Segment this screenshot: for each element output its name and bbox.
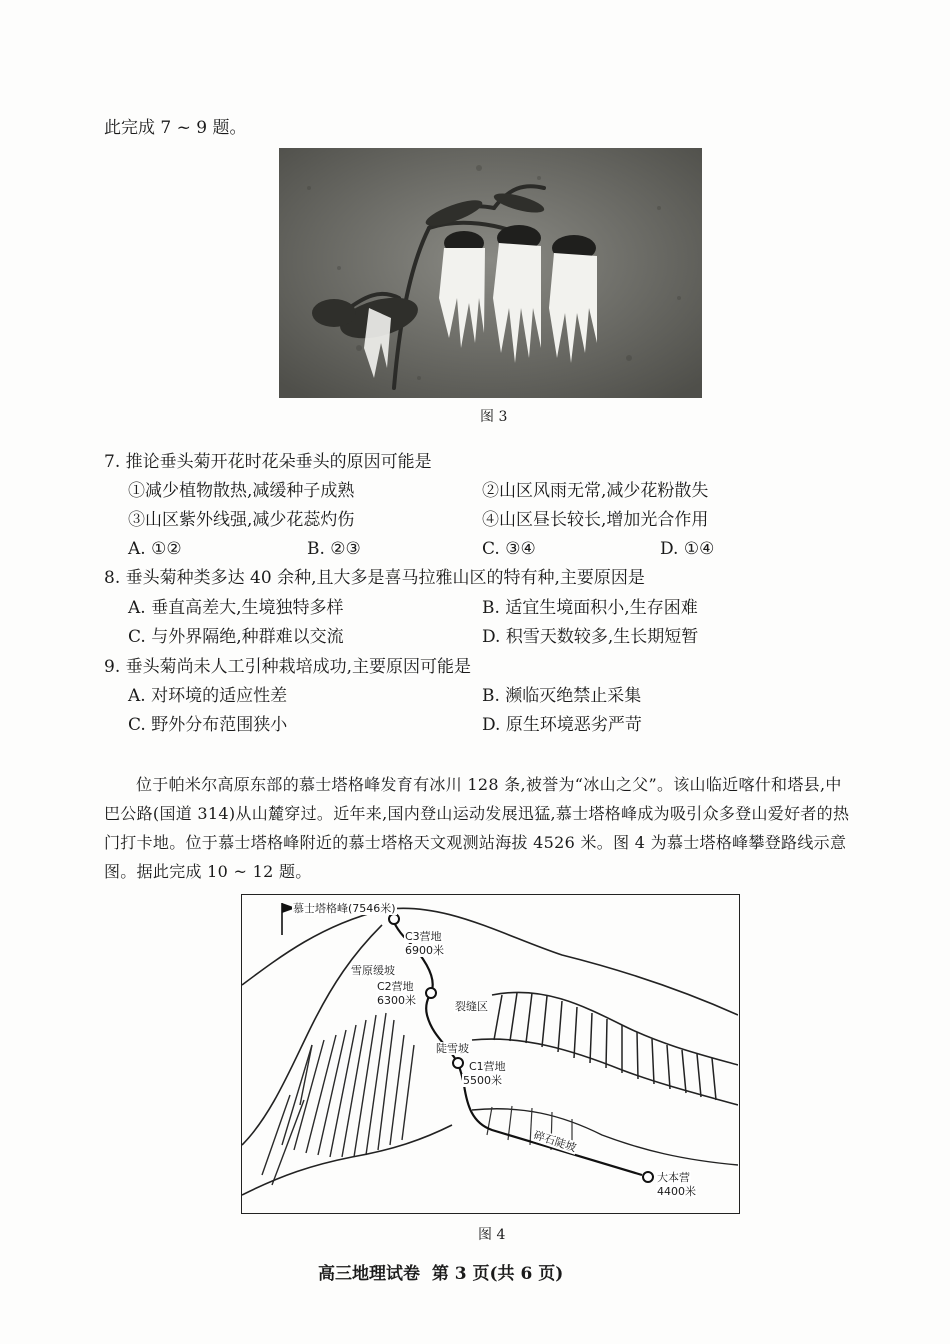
q9-option-c: C. 野外分布范围狭小: [128, 715, 288, 735]
q9-option-b: B. 濒临灭绝禁止采集: [482, 686, 642, 706]
label-c3-name: C3营地: [405, 930, 442, 943]
q9-option-a: A. 对环境的适应性差: [128, 686, 288, 706]
label-c3-altitude: 6900米: [405, 944, 444, 957]
question-8-stem: 8. 垂头菊种类多达 40 余种,且大多是喜马拉雅山区的特有种,主要原因是: [104, 568, 645, 588]
q7-statement-3: ③山区紫外线强,减少花蕊灼伤: [128, 510, 355, 530]
label-c1-altitude: 5500米: [463, 1074, 502, 1087]
q7-statement-1: ①减少植物散热,减缓种子成熟: [128, 481, 355, 501]
q7-option-c: C. ③④: [482, 539, 536, 559]
label-c2-altitude: 6300米: [377, 994, 416, 1007]
label-steep-snow-slope: 陡雪坡: [436, 1042, 469, 1055]
label-base-camp-name: 大本营: [657, 1171, 690, 1184]
label-c2-name: C2营地: [377, 980, 414, 993]
q7-option-a: A. ①②: [128, 539, 182, 559]
label-summit: 慕士塔格峰(7546米): [293, 902, 396, 915]
label-c1-name: C1营地: [469, 1060, 506, 1073]
question-7-stem: 7. 推论垂头菊开花时花朵垂头的原因可能是: [104, 452, 432, 472]
intro-fragment: 此完成 7 ~ 9 题。: [104, 118, 247, 138]
q8-option-a: A. 垂直高差大,生境独特多样: [128, 598, 344, 618]
label-scree-slope: 碎石陡坡: [532, 1128, 578, 1155]
drooping-flower-photo: [279, 148, 702, 398]
label-base-camp-altitude: 4400米: [657, 1185, 696, 1198]
q7-statement-2: ②山区风雨无常,减少花粉散失: [482, 481, 709, 501]
question-9-stem: 9. 垂头菊尚未人工引种栽培成功,主要原因可能是: [104, 657, 472, 677]
q9-option-d: D. 原生环境恶劣严苛: [482, 715, 642, 735]
page-footer: 高三地理试卷 第 3 页(共 6 页): [318, 1264, 564, 1284]
q8-option-b: B. 适宜生境面积小,生存困难: [482, 598, 698, 618]
mountain-sketch: [242, 895, 738, 1212]
label-snow-slope: 雪原缓坡: [351, 964, 395, 977]
q7-option-b: B. ②③: [307, 539, 361, 559]
q7-option-d: D. ①④: [660, 539, 715, 559]
q7-statement-4: ④山区昼长较长,增加光合作用: [482, 510, 709, 530]
q8-option-c: C. 与外界隔绝,种群难以交流: [128, 627, 344, 647]
figure-4-route-map: [241, 894, 740, 1214]
figure-3-caption: 图 3: [480, 409, 508, 425]
figure-4-caption: 图 4: [478, 1227, 506, 1243]
figure-3-photo: [279, 148, 702, 398]
passage-text: 位于帕米尔高原东部的慕士塔格峰发育有冰川 128 条,被誉为“冰山之父”。该山临近喀什和塔县,中巴公路(国道 314)从山麓穿过。近年来,国内登山运动发展迅猛,慕士塔格峰成为吸引众多登山爱好者的热门打卡地。位于慕士塔格峰附近的慕士塔格天文观测站海拔 4526 米。图 4 为慕士塔格峰攀登路线示意图。据此完成 10 ~ 12 题。: [104, 775, 850, 881]
q8-option-d: D. 积雪天数较多,生长期短暂: [482, 627, 699, 647]
label-crevasse-zone: 裂缝区: [455, 1000, 488, 1013]
